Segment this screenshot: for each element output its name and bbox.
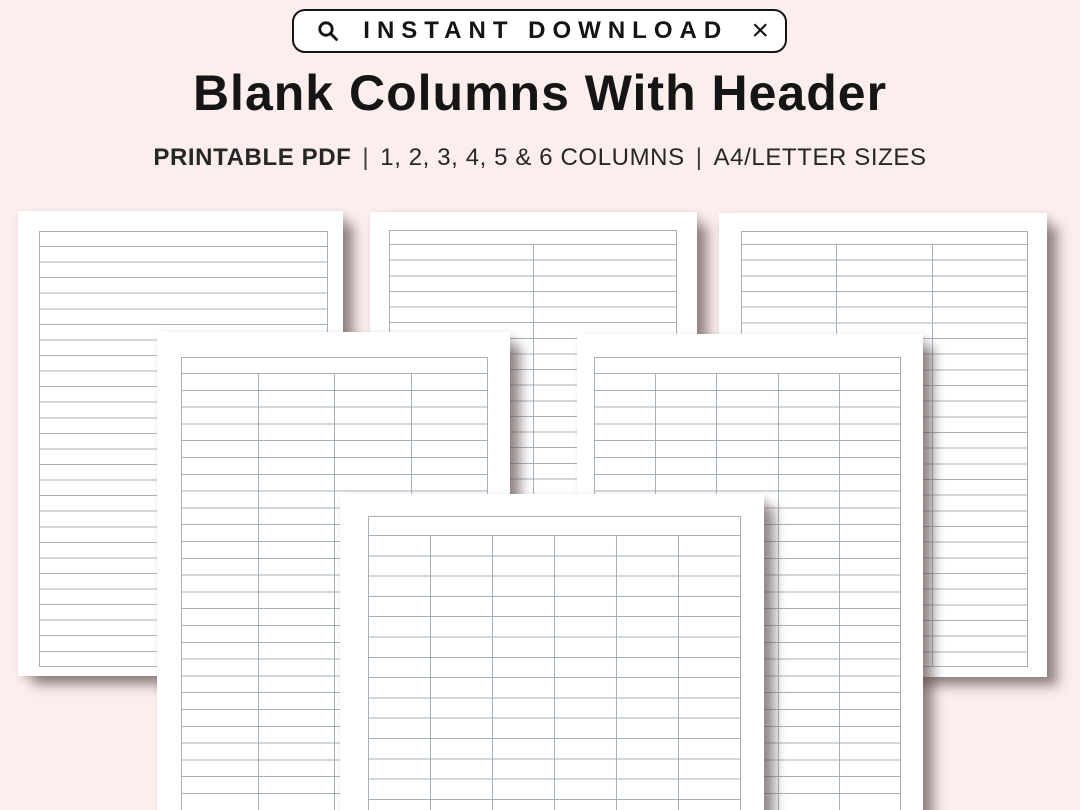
subtitle-columns: 1, 2, 3, 4, 5 & 6 COLUMNS	[380, 144, 685, 171]
table-column	[259, 374, 336, 810]
search-icon	[316, 19, 340, 43]
table-header-row	[182, 358, 487, 374]
table-header-row	[40, 232, 327, 247]
six-columns-with-header-table	[368, 516, 741, 810]
subtitle-format: PRINTABLE PDF	[153, 144, 352, 171]
table-column	[933, 245, 1027, 666]
table-column	[431, 536, 493, 810]
close-icon[interactable]: ×	[751, 14, 769, 47]
table-column	[493, 536, 555, 810]
table-column	[679, 536, 740, 810]
table-header-row	[595, 358, 900, 374]
table-column	[779, 374, 840, 810]
table-column	[555, 536, 617, 810]
table-column	[840, 374, 900, 810]
table-header-row	[369, 517, 740, 536]
table-column	[617, 536, 679, 810]
subtitle	[0, 144, 1080, 172]
page-title: Blank Columns With Header	[192, 65, 888, 121]
table-header-row	[390, 231, 676, 245]
subtitle-separator-2: |	[695, 144, 703, 171]
table-header-row	[742, 232, 1027, 245]
table-body	[369, 536, 740, 810]
subtitle-separator-1: |	[362, 144, 370, 171]
table-column	[182, 374, 259, 810]
table-column	[369, 536, 431, 810]
badge-label: INSTANT DOWNLOAD	[363, 17, 729, 44]
page-preview-6-columns	[340, 494, 764, 810]
instant-download-badge[interactable]	[292, 9, 787, 53]
subtitle-sizes: A4/LETTER SIZES	[713, 144, 927, 171]
